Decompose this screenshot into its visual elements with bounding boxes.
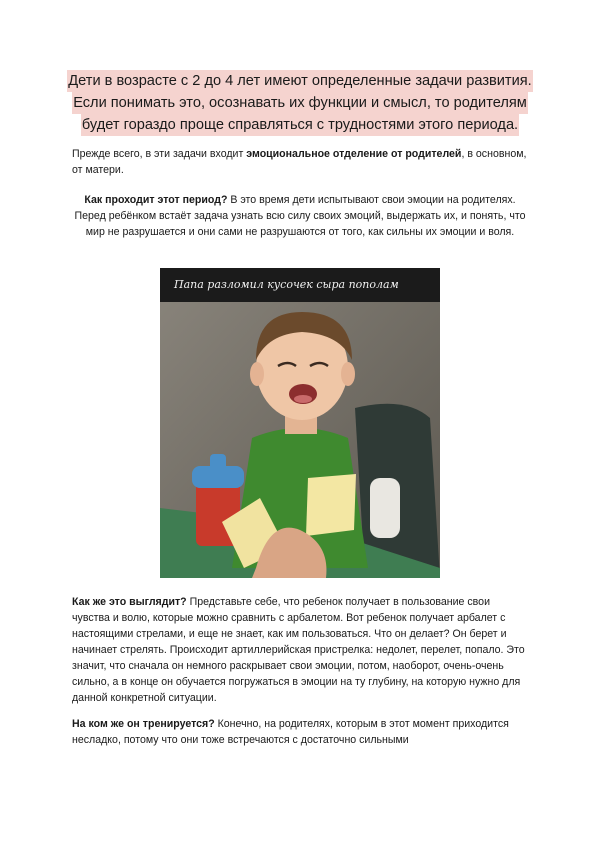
child-photo [160,268,440,578]
paragraph-how-period-goes [68,192,532,240]
headline-line-1: Дети в возрасте с 2 до 4 лет имеют определенные задачи развития. [67,70,532,92]
paragraph-who-trains-on [72,716,528,748]
headline-line-3: будет гораздо проще справляться с трудностями этого периода. [81,114,519,136]
headline [60,70,540,136]
paragraph-1-bold: эмоциональное отделение от родителей [246,148,462,160]
paragraph-2-bold: Как проходит этот период? [84,194,228,206]
paragraph-1-text-after: , в основном, от матери. [72,148,527,176]
paragraph-2-text: В это время дети испытывают свои эмоции на родителях. Перед ребёнком встаёт задача узнать всю силу своих эмоций, выдержать их, и понять, что мир не разрушается и они сами не разрушаются от того, как сильны их эмоции и воля. [74,194,526,238]
paragraph-4-text: Конечно, на родителях, которым в этот момент приходится несладко, потому что они тоже встречаются с достаточно сильными [72,718,509,746]
photo-caption-bar [160,268,440,302]
paragraph-what-it-looks-like [72,594,528,706]
headline-line-2: Если понимать это, осознавать их функции и смысл, то родителям [72,92,528,114]
paragraph-3-text: Представьте себе, что ребенок получает в пользование свои чувства и волю, которые можно сравнить с арбалетом. Вот ребенок получает арбалет с настоящими стрелами, и еще не знает, как им пользоваться. Что он делает? Он берет и начинает стрелять. Происходит артиллерийская пристрелка: недолет, перелет, попало. Это значит, что сначала он немного раскрывает свои эмоции, потом, наоборот, очень-очень сильно, а в конце он обучается погружаться в эмоции на ту глубину, на которую нужно для данной конкретной ситуации. [72,596,525,704]
paragraph-1-text-before: Прежде всего, в эти задачи входит [72,148,247,160]
photo-illustration [160,268,440,578]
paragraph-4-bold: На ком же он тренируется? [72,718,215,730]
paragraph-3-bold: Как же это выглядит? [72,596,187,608]
paragraph-emotional-separation [72,146,528,178]
photo-caption: Папа разломил кусочек сыра пополам [174,278,399,291]
